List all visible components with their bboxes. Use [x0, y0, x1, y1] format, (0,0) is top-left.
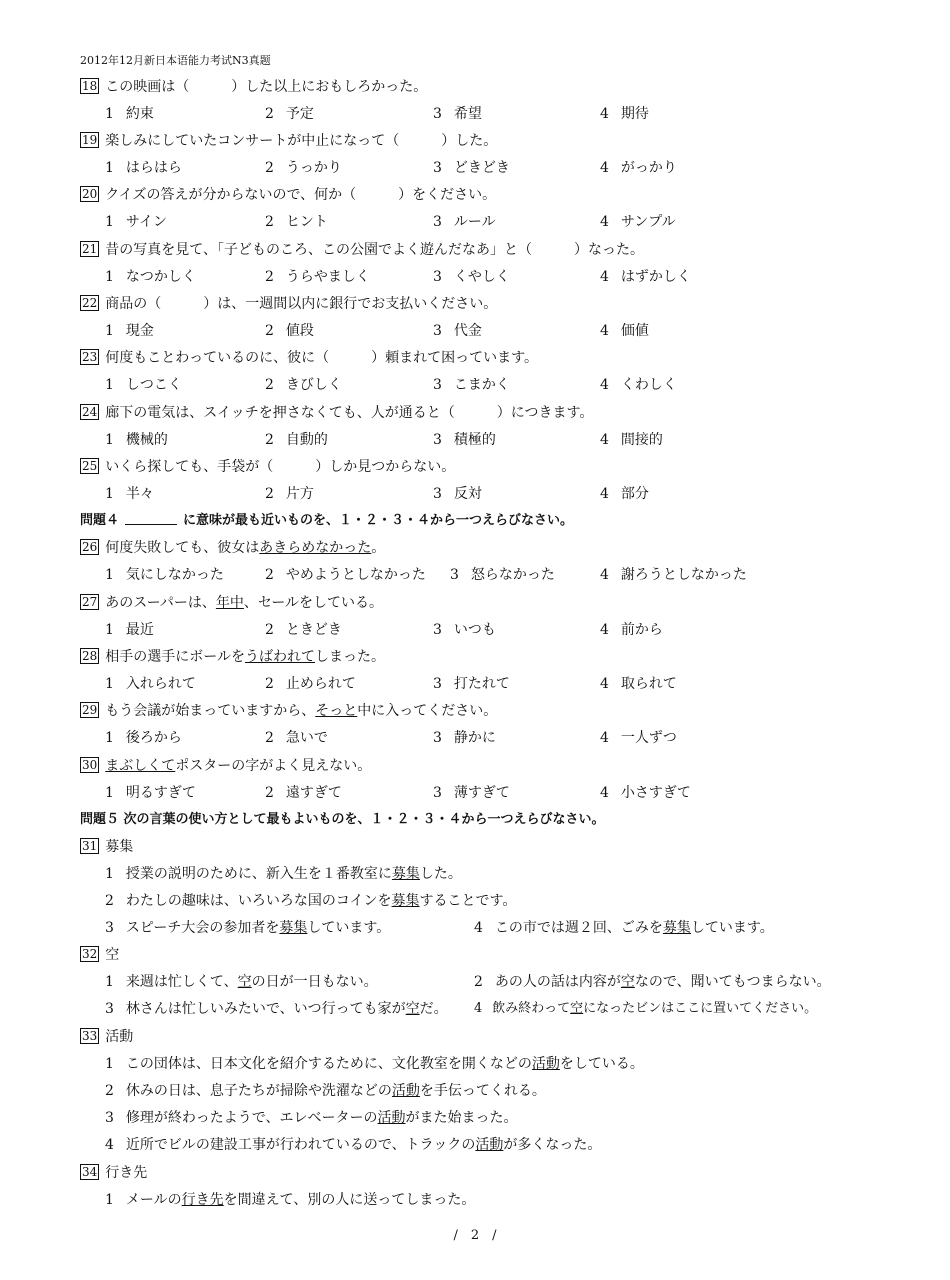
- target-word: 活動: [105, 1029, 134, 1045]
- sentence-option-3: 3 林さんは忙しいみたいで、いつ行っても家が空だ。: [105, 1001, 448, 1017]
- option-3: 3 積極的: [433, 432, 496, 448]
- question-text: 廊下の電気は、スイッチを押さなくても、人が通ると（ ）につきます。: [105, 405, 594, 421]
- question-22: [80, 294, 497, 314]
- option-2: 2 自動的: [265, 432, 328, 448]
- question-number: 33: [82, 1029, 98, 1043]
- option-1: 1 気にしなかった: [105, 567, 224, 583]
- options-30: [80, 783, 880, 803]
- option-3: 3 いつも: [433, 622, 496, 638]
- options-19: [80, 158, 880, 178]
- option-3: 3 代金: [433, 323, 482, 339]
- option-1: 1 機械的: [105, 432, 168, 448]
- question-text: 何度もことわっているのに、彼に（ ）頼まれて困っています。: [105, 350, 539, 366]
- option-3: 3 こまかく: [433, 377, 510, 393]
- option-2: 2 値段: [265, 323, 314, 339]
- option-2: 2 予定: [265, 106, 314, 122]
- option-2: 2 止められて: [265, 676, 356, 692]
- question-number: 21: [82, 242, 98, 256]
- question-text: 昔の写真を見て、「子どものころ、この公園でよく遊んだなあ」と（ ）なった。: [105, 242, 644, 258]
- question-21: [80, 240, 644, 260]
- option-2: 2 きびしく: [265, 377, 342, 393]
- question-23: [80, 348, 538, 368]
- target-word: 募集: [105, 839, 134, 855]
- option-1: 1 半々: [105, 486, 154, 502]
- option-3: 3 ルール: [433, 214, 496, 230]
- sentence-option-2: 2 休みの日は、息子たちが掃除や洗濯などの活動を手伝ってくれる。: [105, 1083, 546, 1099]
- option-1: 1 なつかしく: [105, 269, 196, 285]
- option-1: 1 後ろから: [105, 730, 182, 746]
- target-word: 行き先: [105, 1165, 148, 1181]
- underlined-word: まぶしくて: [105, 758, 176, 774]
- question-18: [80, 77, 427, 97]
- option-3: 3 打たれて: [433, 676, 510, 692]
- sentence-option-2: 2 わたしの趣味は、いろいろな国のコインを募集することです。: [105, 893, 517, 909]
- question-32: [80, 945, 119, 965]
- question-34: [80, 1163, 147, 1183]
- option-4: 4 前から: [600, 622, 663, 638]
- option-1: 1 最近: [105, 622, 154, 638]
- question-text: クイズの答えが分からないので、何か（ ）をください。: [105, 187, 497, 203]
- question-number: 25: [82, 459, 98, 473]
- blank-underline: [125, 512, 177, 525]
- question-30: 30 まぶしくてポスターの字がよく見えない。: [82, 758, 372, 774]
- question-24: [80, 403, 593, 423]
- options-24: [80, 430, 880, 450]
- question-26: 26 何度失敗しても、彼女はあきらめなかった。: [82, 540, 386, 556]
- question-27: 27 あのスーパーは、年中、セールをしている。: [82, 595, 384, 611]
- options-26: [80, 565, 880, 585]
- sentence-option-1: 1 この団体は、日本文化を紹介するために、文化教室を開くなどの活動をしている。: [105, 1056, 644, 1072]
- option-2: 2 片方: [265, 486, 314, 502]
- underlined-word: そっと: [315, 703, 358, 719]
- option-2: 2 うっかり: [265, 160, 342, 176]
- question-number: 32: [82, 947, 98, 961]
- option-3: 3 どきどき: [433, 160, 510, 176]
- question-number: 31: [82, 839, 98, 853]
- option-2: 2 うらやましく: [265, 269, 370, 285]
- option-3: 3 くやしく: [433, 269, 510, 285]
- underlined-word: うばわれて: [245, 649, 316, 665]
- question-number: 19: [82, 133, 98, 147]
- option-1: 1 入れられて: [105, 676, 196, 692]
- option-1: 1 明るすぎて: [105, 785, 196, 801]
- option-3: 3 怒らなかった: [450, 567, 555, 583]
- section-5-heading: 問題５ 次の言葉の使い方として最もよいものを、１・２・３・４から一つえらびなさい。: [80, 812, 605, 827]
- question-number: 22: [82, 296, 98, 310]
- option-1: 1 はらはら: [105, 160, 182, 176]
- option-2: 2 やめようとしなかった: [265, 567, 426, 583]
- options-18: [80, 104, 880, 124]
- question-number: 26: [82, 540, 98, 554]
- options-20: [80, 212, 880, 232]
- option-4: 4 取られて: [600, 676, 677, 692]
- question-number: 23: [82, 350, 98, 364]
- option-4: 4 間接的: [600, 432, 663, 448]
- option-4: 4 謝ろうとしなかった: [600, 567, 747, 583]
- option-1: 1 現金: [105, 323, 154, 339]
- sentence-option-2: 2 あの人の話は内容が空なので、聞いてもつまらない。: [474, 974, 831, 990]
- question-number: 20: [82, 187, 98, 201]
- option-1: 1 しつこく: [105, 377, 182, 393]
- sentence-option-1: 1 来週は忙しくて、空の日が一日もない。: [105, 974, 378, 990]
- sentence-option-4: 4 飲み終わって空になったビンはここに置いてください。: [474, 1001, 818, 1016]
- page-number: / 2 /: [453, 1228, 497, 1243]
- option-4: 4 価値: [600, 323, 649, 339]
- options-28: [80, 674, 880, 694]
- option-2: 2 急いで: [265, 730, 328, 746]
- page-header: 2012年12月新日本语能力考试N3真题: [80, 54, 271, 67]
- option-4: 4 期待: [600, 106, 649, 122]
- sentence-option-4: 4 近所でビルの建設工事が行われているので、トラックの活動が多くなった。: [105, 1137, 602, 1153]
- option-4: 4 一人ずつ: [600, 730, 677, 746]
- option-3: 3 静かに: [433, 730, 496, 746]
- option-4: 4 くわしく: [600, 377, 677, 393]
- options-21: [80, 267, 880, 287]
- option-4: 4 サンプル: [600, 214, 676, 230]
- option-4: 4 はずかしく: [600, 269, 691, 285]
- question-number: 29: [82, 703, 98, 717]
- option-4: 4 がっかり: [600, 160, 677, 176]
- option-4: 4 部分: [600, 486, 649, 502]
- option-4: 4 小さすぎて: [600, 785, 691, 801]
- sentence-option-1: 1 授業の説明のために、新入生を１番教室に募集した。: [105, 866, 462, 882]
- underlined-word: 年中: [215, 595, 244, 611]
- question-number: 28: [82, 649, 98, 663]
- question-19: [80, 131, 497, 151]
- question-number: 24: [82, 405, 98, 419]
- option-3: 3 反対: [433, 486, 482, 502]
- question-20: [80, 185, 496, 205]
- sentence-option-1: 1 メールの行き先を間違えて、別の人に送ってしまった。: [105, 1192, 476, 1208]
- question-28: 28 相手の選手にボールをうばわれてしまった。: [82, 649, 386, 665]
- question-33: [80, 1027, 133, 1047]
- sentence-option-3: 3 修理が終わったようで、エレベーターの活動がまた始まった。: [105, 1110, 518, 1126]
- question-31: [80, 837, 133, 857]
- option-3: 3 希望: [433, 106, 482, 122]
- option-2: 2 ときどき: [265, 622, 342, 638]
- option-3: 3 薄すぎて: [433, 785, 510, 801]
- options-23: [80, 375, 880, 395]
- question-29: 29 もう会議が始まっていますから、そっと中に入ってください。: [82, 703, 498, 719]
- options-29: [80, 728, 880, 748]
- section-4-heading: 問題４ に意味が最も近いものを、１・２・３・４から一つえらびなさい。: [80, 513, 574, 528]
- question-number: 27: [82, 595, 98, 609]
- sentence-option-3: 3 スピーチ大会の参加者を募集しています。: [105, 920, 391, 936]
- option-1: 1 約束: [105, 106, 154, 122]
- question-text: いくら探しても、手袋が（ ）しか見つからない。: [105, 459, 456, 475]
- options-22: [80, 321, 880, 341]
- underlined-word: あきらめなかった: [259, 540, 372, 556]
- question-number: 30: [82, 758, 98, 772]
- option-2: 2 遠すぎて: [265, 785, 342, 801]
- options-25: [80, 484, 880, 504]
- target-word: 空: [105, 947, 120, 963]
- option-2: 2 ヒント: [265, 214, 328, 230]
- options-27: [80, 620, 880, 640]
- question-25: [80, 457, 455, 477]
- option-1: 1 サイン: [105, 214, 167, 230]
- sentence-option-4: 4 この市では週２回、ごみを募集しています。: [474, 920, 774, 936]
- question-text: この映画は（ ）した以上におもしろかった。: [105, 79, 428, 95]
- question-number: 18: [82, 79, 98, 93]
- question-text: 楽しみにしていたコンサートが中止になって（ ）した。: [105, 133, 498, 149]
- question-text: 商品の（ ）は、一週間以内に銀行でお支払いください。: [105, 296, 498, 312]
- question-number: 34: [82, 1165, 98, 1179]
